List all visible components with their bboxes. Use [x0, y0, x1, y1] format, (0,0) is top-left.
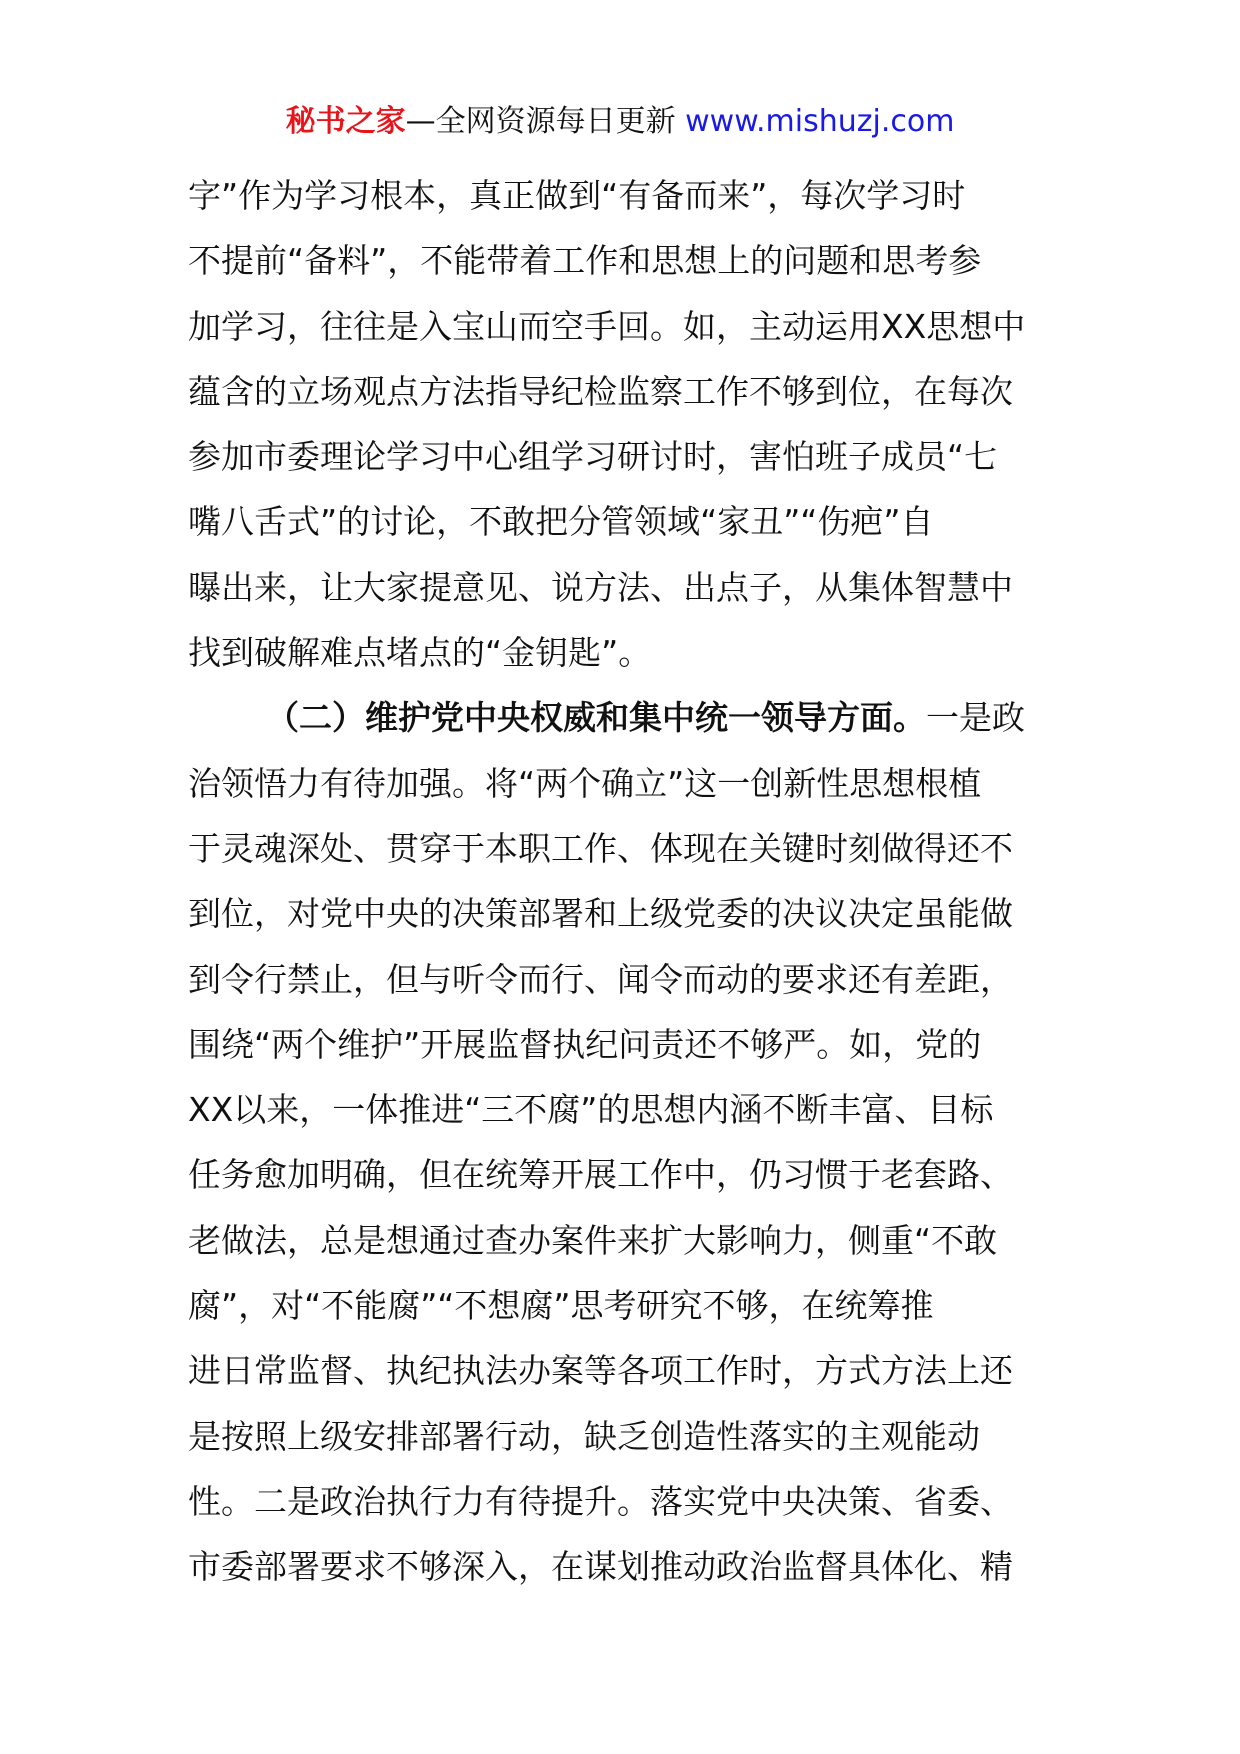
paragraph-line: 曝出来，让大家提意见、说方法、出点子，从集体智慧中	[188, 567, 1013, 607]
site-url-link[interactable]: www.mishuzj.com	[685, 104, 955, 139]
section-heading-tail: 一是政	[926, 698, 1025, 738]
paragraph-line: 字”作为学习根本，真正做到“有备而来”，每次学习时	[188, 176, 966, 215]
paragraph-line: 任务愈加明确，但在统筹开展工作中，仍习惯于老套路、	[188, 1155, 1013, 1195]
paragraph-line: 性。二是政治执行力有待提升。落实党中央决策、省委、	[188, 1481, 1013, 1521]
page-header	[0, 100, 1240, 144]
paragraph-line: 于灵魂深处、贯穿于本职工作、体现在关键时刻做得还不	[188, 828, 1013, 868]
paragraph-line: 参加市委理论学习中心组学习研讨时，害怕班子成员“七	[188, 437, 998, 477]
brand-name: 秘书之家	[285, 104, 406, 139]
paragraph-line: 是按照上级安排部署行动，缺乏创造性落实的主观能动	[188, 1416, 980, 1456]
paragraph-line: 不提前“备料”，不能带着工作和思想上的问题和思考参	[188, 241, 982, 281]
header-tagline: —全网资源每日更新	[405, 104, 676, 139]
paragraph-line: 到令行禁止，但与听令而行、闻令而动的要求还有差距，	[188, 959, 1013, 999]
paragraph-line: 围绕“两个维护”开展监督执纪问责还不够严。如，党的	[188, 1024, 982, 1064]
paragraph-line: 加学习，往往是入宝山而空手回。如，主动运用XX思想中	[188, 306, 1026, 346]
paragraph-line: 到位，对党中央的决策部署和上级党委的决议决定虽能做	[188, 894, 1013, 934]
paragraph-line: 找到破解难点堵点的“金钥匙”。	[188, 633, 652, 673]
document-body	[188, 163, 1068, 1600]
paragraph-line: 市委部署要求不够深入，在谋划推动政治监督具体化、精	[188, 1547, 1013, 1587]
paragraph-line: XX以来，一体推进“三不腐”的思想内涵不断丰富、目标	[188, 1090, 994, 1130]
paragraph-line: 进日常监督、执纪执法办案等各项工作时，方式方法上还	[188, 1351, 1013, 1391]
paragraph-line: 蕴含的立场观点方法指导纪检监察工作不够到位，在每次	[188, 371, 1013, 411]
section-heading-line	[188, 685, 1068, 750]
paragraph-line: 嘴八舌式”的讨论，不敢把分管领域“家丑”“伤疤”自	[188, 502, 934, 542]
paragraph-line: 腐”，对“不能腐”“不想腐”思考研究不够，在统筹推	[188, 1286, 934, 1326]
paragraph-line: 治领悟力有待加强。将“两个确立”这一创新性思想根植	[188, 763, 982, 803]
paragraph-line: 老做法，总是想通过查办案件来扩大影响力，侧重“不敢	[188, 1220, 998, 1260]
section-heading: （二）维护党中央权威和集中统一领导方面。	[266, 698, 926, 738]
